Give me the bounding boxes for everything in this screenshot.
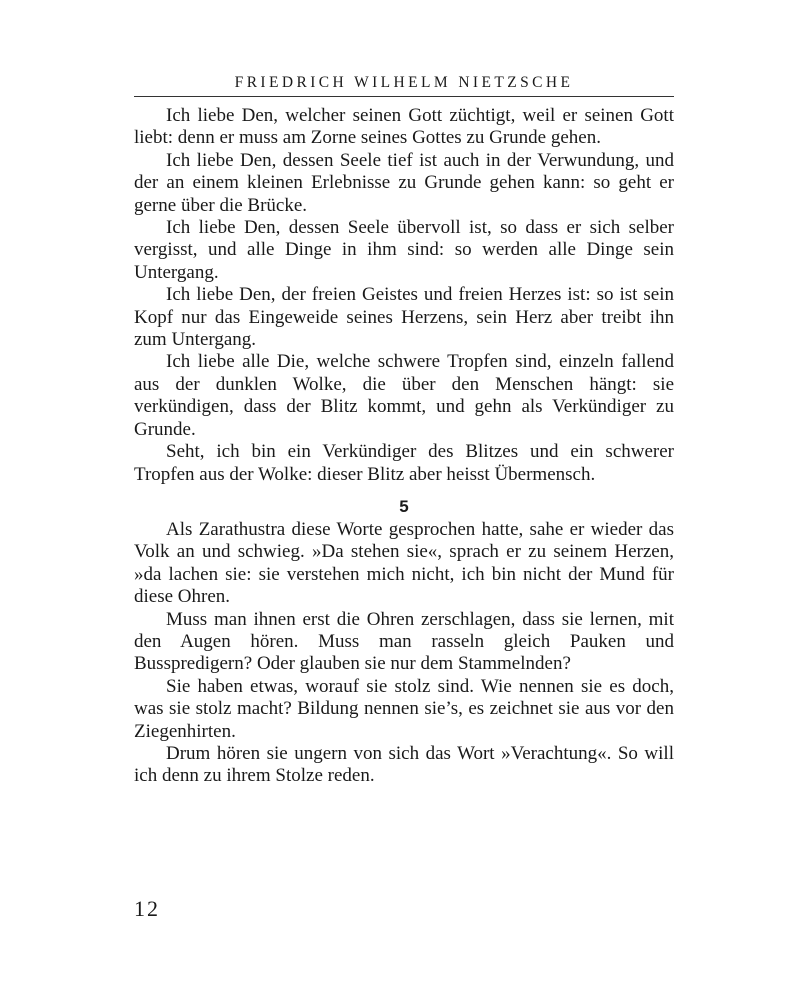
- paragraph: Ich liebe Den, dessen Seele tief ist auch in der Verwundung, und der an einem kleinen Erlebnisse zu Grunde gehen kann: so geht er gerne über die Brücke.: [134, 149, 674, 216]
- paragraph: Ich liebe Den, der freien Geistes und freien Herzes ist: so ist sein Kopf nur das Eingeweide seines Herzens, sein Herz aber treibt ihn zum Untergang.: [134, 284, 674, 351]
- paragraph: Seht, ich bin ein Verkündiger des Blitzes und ein schwerer Tropfen aus der Wolke: dieser Blitz aber heisst Übermensch.: [134, 441, 674, 485]
- paragraph: Drum hören sie ungern von sich das Wort »Verachtung«. So will ich denn zu ihrem Stolze reden.: [134, 742, 674, 787]
- page-number: 12: [134, 896, 160, 921]
- paragraph: Muss man ihnen erst die Ohren zerschlagen, dass sie lernen, mit den Augen hören. Muss man rasseln gleich Pauken und Busspredigern? Oder glauben sie nur dem Stammelnden?: [134, 608, 674, 675]
- section-number: 5: [399, 496, 409, 516]
- paragraph: Sie haben etwas, worauf sie stolz sind. Wie nennen sie es doch, was sie stolz macht? Bildung nennen sie’s, es zeichnet sie aus vor den Ziegenhirten.: [134, 675, 674, 742]
- book-page: [134, 72, 674, 788]
- body-text: [134, 105, 674, 788]
- paragraph: Ich liebe Den, welcher seinen Gott züchtigt, weil er seinen Gott liebt: denn er muss am Zorne seines Gottes zu Grunde gehen.: [134, 105, 674, 149]
- paragraph: Ich liebe alle Die, welche schwere Tropfen sind, einzeln fallend aus der dunklen Wolke, die über den Menschen hängt: sie verkündigen, dass der Blitz kommt, und gehn als Verkündiger zu Grunde.: [134, 351, 674, 440]
- paragraph: Als Zarathustra diese Worte gesprochen hatte, sahe er wieder das Volk an und schwieg. »Da stehen sie«, sprach er zu seinem Herzen, »da lachen sie: sie verstehen mich nicht, ich bin nicht der Mund für diese Ohren.: [134, 518, 674, 608]
- running-head: FRIEDRICH WILHELM NIETZSCHE: [134, 72, 674, 97]
- paragraph: Ich liebe Den, dessen Seele übervoll ist, so dass er sich selber vergisst, und alle Dinge in ihm sind: so werden alle Dinge sein Untergang.: [134, 217, 674, 283]
